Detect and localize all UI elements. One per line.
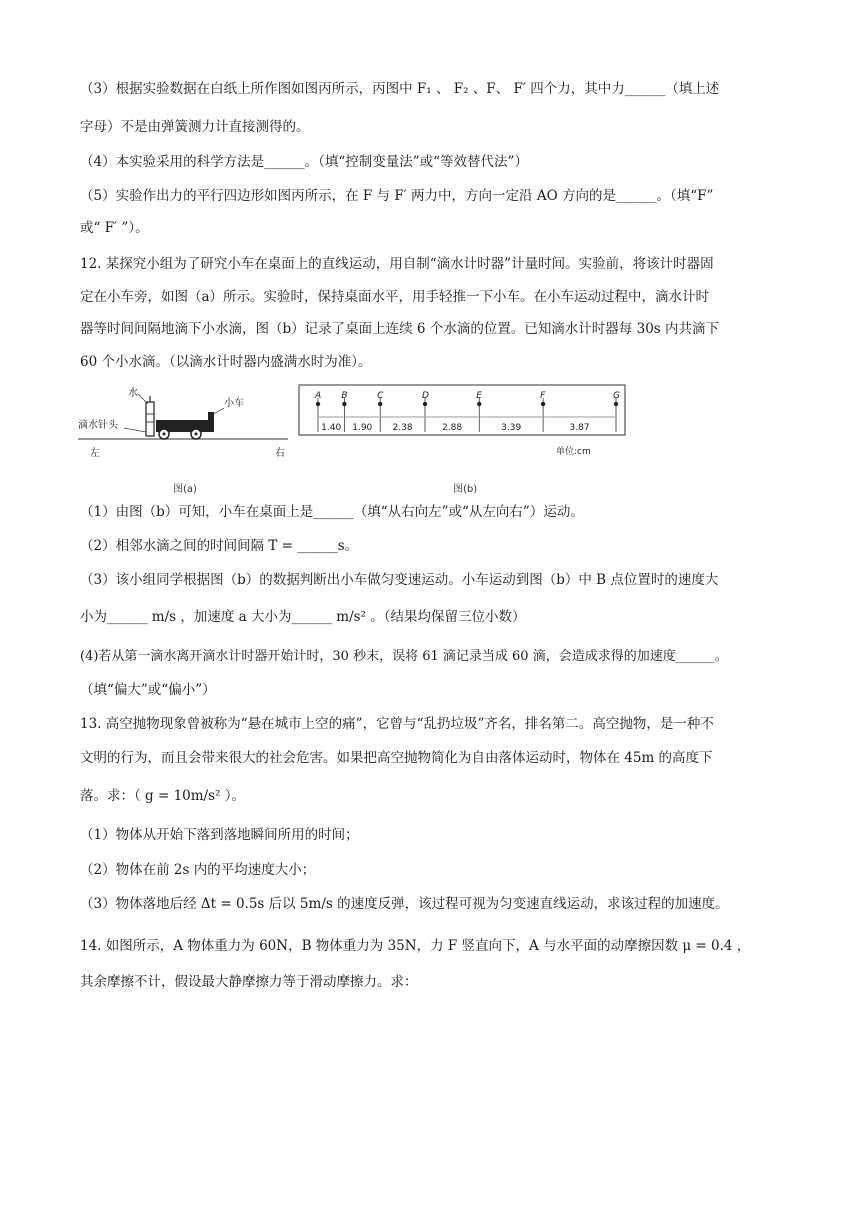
figure-a-cart — [78, 384, 293, 464]
unit-label: 单位:cm — [556, 447, 591, 457]
distance-label: 3.39 — [501, 423, 522, 433]
drop-point-C — [378, 402, 382, 406]
q12-part4-line1: (4)若从第一滴水离开滴水计时器开始计时，30 秒末，误将 61 滴记录当成 60 滴，会造成求得的加速度______。 — [80, 649, 728, 664]
figure-b-caption: 图(b) — [453, 484, 478, 495]
q13-part3: （3）物体落地后经 Δt = 0.5s 后以 5m/s 的速度反弹，该过程可视为匀变速直线运动，求该过程的加速度。 — [80, 896, 729, 912]
q13-stem-line3: 落。求：（ g = 10m/s² ）。 — [80, 788, 245, 804]
drop-point-B — [342, 402, 346, 406]
q14-stem-line2: 其余摩擦不计，假设最大静摩擦力等于滑动摩擦力。求： — [80, 974, 418, 990]
q12-part3-line2: 小为______ m/s ，加速度 a 大小为______ m/s² 。（结果均保留三位小数） — [80, 609, 526, 625]
q13-stem-line1: 13. 高空抛物现象曾被称为“悬在城市上空的痛”，它曾与“乱扔垃圾”齐名，排名第二。高空抛物，是一种不 — [80, 716, 714, 732]
label-right: 右 — [275, 448, 285, 459]
drop-point-G — [614, 402, 618, 406]
drip-container — [146, 402, 154, 436]
q12-stem-line2: 定在小车旁，如图（a）所示。实验时，保持桌面水平，用手轻推一下小车。在小车运动过程中，滴水计时 — [80, 289, 710, 305]
drop-label-B: B — [341, 391, 348, 401]
q13-stem-line2: 文明的行为，而且会带来很大的社会危害。如果把高空抛物简化为自由落体运动时，物体在 45m 的高度下 — [80, 750, 713, 766]
q12-stem-line4: 60 个小水滴。（以滴水计时器内盛满水时为准）。 — [80, 354, 372, 370]
distance-label: 1.90 — [352, 423, 373, 433]
drop-point-D — [423, 402, 427, 406]
figure-b-drops — [298, 384, 628, 464]
q11-part3-line1: （3）根据实验数据在白纸上所作图如图丙所示，丙图中 F₁ 、 F₂ 、F、 F′ 四个力，其中力______（填上述 — [80, 81, 720, 97]
distance-label: 2.88 — [442, 423, 463, 433]
q12-stem-line1: 12. 某探究小组为了研究小车在桌面上的直线运动，用自制“滴水计时器”计量时间。实验前，将该计时器固 — [80, 256, 714, 272]
label-needle: 滴水针头 — [78, 420, 118, 431]
distance-label: 3.87 — [569, 423, 590, 433]
distance-label: 1.40 — [321, 423, 342, 433]
q12-stem-line3: 器等时间间隔地滴下小水滴，图（b）记录了桌面上连续 6 个水滴的位置。已知滴水计时器每 30s 内共滴下 — [80, 321, 720, 337]
drop-label-E: E — [476, 391, 482, 401]
drop-label-C: C — [377, 391, 384, 401]
drop-label-A: A — [315, 391, 322, 401]
label-left: 左 — [90, 448, 100, 459]
drop-label-D: D — [421, 391, 429, 401]
q12-part2: （2）相邻水滴之间的时间间隔 T = ______s。 — [80, 538, 359, 554]
q11-part5-line2: 或“ F′ ”）。 — [80, 220, 149, 236]
drop-point-A — [316, 402, 320, 406]
label-car: 小车 — [224, 398, 244, 409]
q13-part1: （1）物体从开始下落到落地瞬间所用的时间； — [80, 827, 359, 843]
q14-stem-line1: 14. 如图所示，A 物体重力为 60N，B 物体重力为 35N，力 F 竖直向下，A 与水平面的动摩擦因数 μ = 0.4 ， — [80, 938, 751, 954]
drop-point-F — [541, 402, 545, 406]
distance-label: 2.38 — [392, 423, 413, 433]
drop-label-G: G — [613, 391, 620, 401]
q12-part3-line1: （3）该小组同学根据图（b）的数据判断出小车做匀变速运动。小车运动到图（b）中 B 点位置时的速度大 — [80, 572, 719, 588]
q11-part4: （4）本实验采用的科学方法是______。（填“控制变量法”或“等效替代法”） — [80, 154, 528, 170]
drop-label-F: F — [540, 391, 546, 401]
q11-part5-line1: （5）实验作出力的平行四边形如图丙所示，在 F 与 F′ 两力中，方向一定沿 AO 方向的是______。（填“F” — [80, 188, 714, 204]
label-water: 水 — [128, 388, 138, 399]
q12-part1: （1）由图（b）可知，小车在桌面上是______（填“从右向左”或“从左向右”）运动。 — [80, 504, 584, 520]
q12-part4-line2: （填“偏大”或“偏小”） — [80, 682, 216, 698]
q11-part3-line2: 字母）不是由弹簧测力计直接测得的。 — [80, 119, 310, 135]
figure-a-caption: 图(a) — [173, 484, 197, 495]
drop-point-E — [477, 402, 481, 406]
q13-part2: （2）物体在前 2s 内的平均速度大小； — [80, 862, 316, 878]
